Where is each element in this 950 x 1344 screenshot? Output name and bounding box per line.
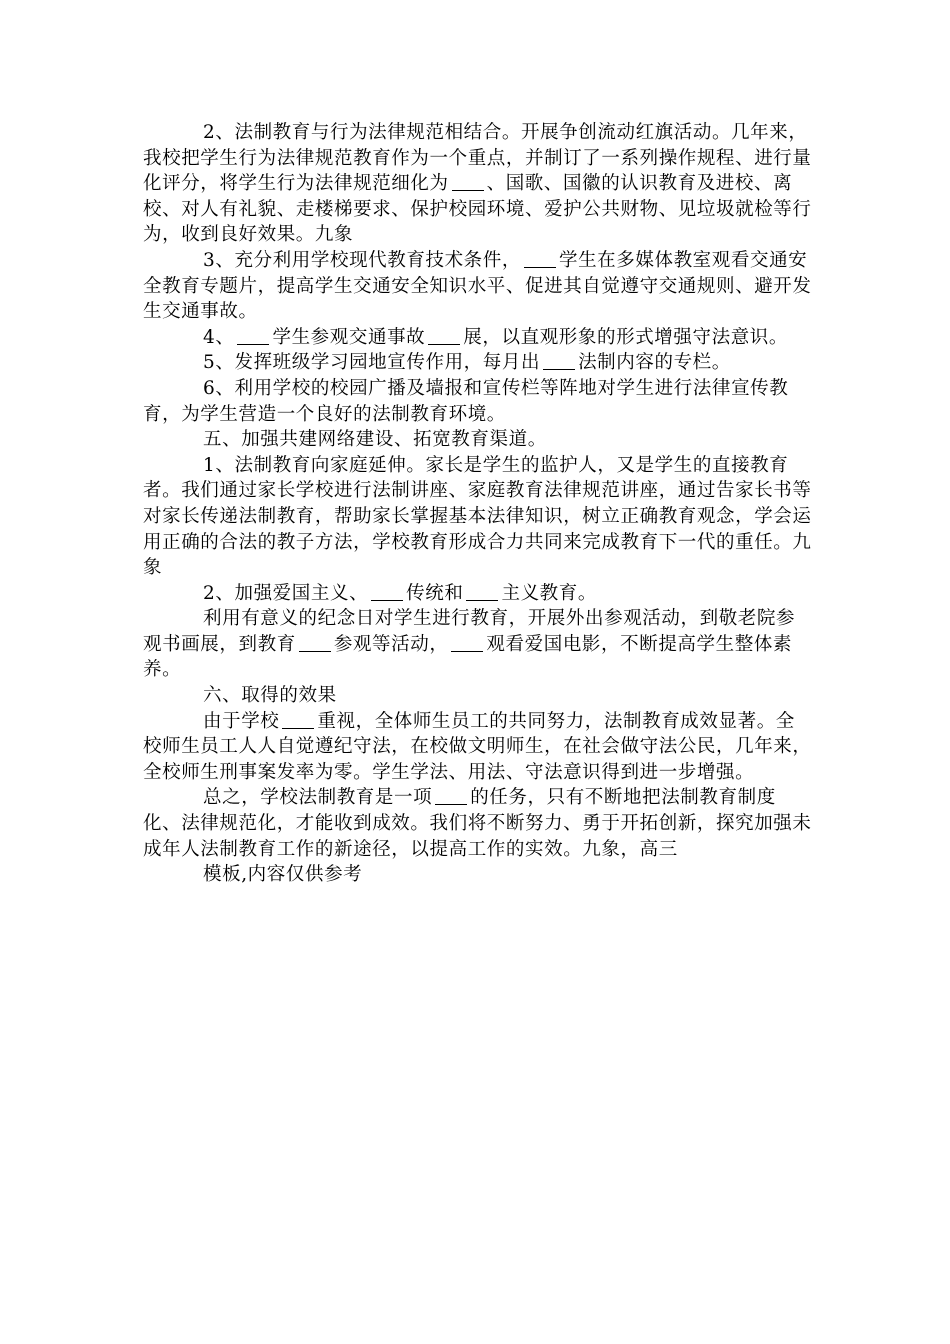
paragraph-text: 学生参观交通事故	[272, 326, 426, 348]
paragraph-text: 主义教育。	[501, 582, 597, 604]
paragraph-text: 2、法制教育与行为法律规范相结合。开展争创流动红旗活动。几年来，我校把学生行为法律规范教育作为一个重点，并制订了一系列操作规程、进行量化评分，将学生行为法律规范细化为	[143, 122, 812, 195]
fill-in-blank	[371, 582, 403, 601]
paragraph-text: 的任务，只有不断地把法制教育制度化、法律规范化，才能收到成效。我们将不断努力、勇于开拓创新，探究加强未成年人法制教育工作的新途径，以提高工作的实效。九象，高三	[143, 787, 812, 860]
paragraph	[143, 248, 813, 325]
fill-in-blank	[299, 633, 331, 652]
paragraph	[143, 709, 813, 786]
paragraph-text: 2、加强爱国主义、	[203, 582, 369, 604]
fill-in-blank	[452, 172, 484, 191]
paragraph-text: 重视，全体师生员工的共同努力，法制教育成效显著。全校师生员工人人自觉遵纪守法，在校做文明师生，在社会做守法公民，几年来，全校师生刑事案发率为零。学生学法、用法、守法意识得到进一步增强。	[143, 710, 812, 783]
paragraph	[143, 581, 813, 607]
paragraph-text: 五、加强共建网络建设、拓宽教育渠道。	[203, 429, 547, 451]
paragraph	[143, 785, 813, 862]
fill-in-blank	[282, 710, 314, 729]
paragraph-text: 法制内容的专栏。	[578, 352, 731, 374]
paragraph	[143, 350, 813, 376]
fill-in-blank	[428, 326, 460, 345]
paragraph-text: 学生在多媒体教室观看交通安全教育专题片，提高学生交通安全知识水平、促进其自觉遵守交通规则、避开发生交通事故。	[143, 249, 812, 323]
paragraph	[143, 376, 813, 427]
paragraph-text: 模板,内容仅供参考	[203, 864, 363, 886]
paragraph	[143, 606, 813, 683]
paragraph-text: 参观等活动，	[333, 633, 449, 655]
fill-in-blank	[543, 351, 575, 370]
paragraph-text: 总之，学校法制教育是一项	[203, 787, 433, 809]
fill-in-blank	[524, 249, 556, 268]
paragraph-text: 六、取得的效果	[203, 685, 337, 707]
fill-in-blank	[237, 326, 269, 345]
paragraph-text: 1、法制教育向家庭延伸。家长是学生的监护人，又是学生的直接教育者。我们通过家长学校进行法制讲座、家庭教育法律规范讲座，通过告家长书等对家长传递法制教育，帮助家长掌握基本法律知识，树立正确教育观念，学会运用正确的合法的教子方法，学校教育形成合力共同来完成教育下一代的重任。九象	[143, 454, 812, 579]
paragraph-text: 传统和	[406, 582, 464, 604]
paragraph	[143, 325, 813, 351]
paragraph	[143, 427, 813, 453]
paragraph-text: 观看爱国电影，不断提高学生整体素养。	[143, 633, 793, 681]
paragraph	[143, 120, 813, 248]
fill-in-blank	[435, 786, 467, 805]
paragraph-text: 利用有意义的纪念日对学生进行教育，开展外出参观活动，到敬老院参观书画展，到教育	[143, 608, 796, 655]
paragraph	[143, 453, 813, 581]
fill-in-blank	[451, 633, 483, 652]
paragraph-text: 展，以直观形象的形式增强守法意识。	[463, 326, 788, 348]
fill-in-blank	[466, 582, 498, 601]
paragraph-text: 、国歌、国徽的认识教育及进校、离校、对人有礼貌、走楼梯要求、保护校园环境、爱护公共财物、见垃圾就检等行为，收到良好效果。九象	[143, 173, 812, 246]
paragraph-text: 5、发挥班级学习园地宣传作用，每月出	[203, 352, 541, 374]
paragraph-text: 4、	[203, 326, 235, 348]
paragraph-text: 3、充分利用学校现代教育技术条件，	[203, 249, 521, 271]
paragraph-text: 6、利用学校的校园广播及墙报和宣传栏等阵地对学生进行法律宣传教育，为学生营造一个良好的法制教育环境。	[143, 377, 789, 425]
paragraph-text: 由于学校	[203, 710, 280, 732]
paragraph	[143, 683, 813, 709]
paragraph	[143, 862, 813, 888]
document-body	[143, 120, 813, 888]
